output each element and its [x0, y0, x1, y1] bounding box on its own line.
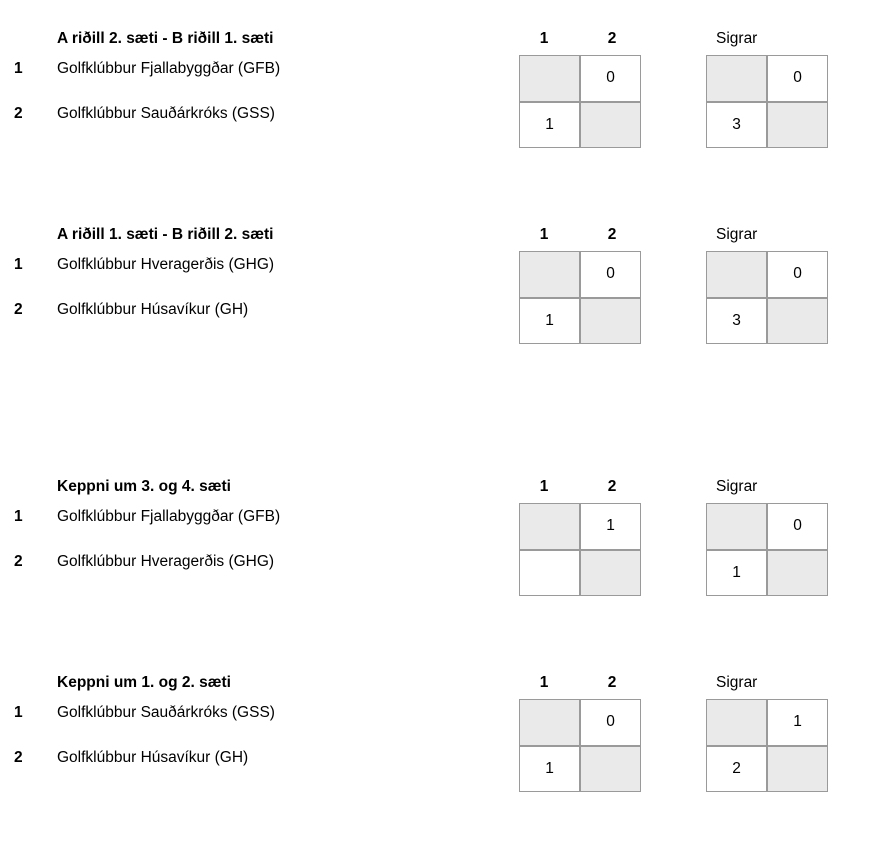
score-grid: [519, 251, 641, 344]
column-header-wins: Sigrar: [716, 674, 758, 691]
wins-cell: [767, 746, 828, 793]
wins-cell: 1: [767, 699, 828, 746]
column-header-2: 2: [607, 674, 617, 691]
score-cell: [519, 550, 580, 597]
match-title: Keppni um 1. og 2. sæti: [57, 674, 231, 691]
wins-cell: [767, 102, 828, 149]
column-header-2: 2: [607, 30, 617, 47]
wins-cell: [706, 55, 767, 102]
team-name: Golfklúbbur Fjallabyggðar (GFB): [57, 60, 281, 77]
match-title: Keppni um 3. og 4. sæti: [57, 478, 231, 495]
team-name: Golfklúbbur Fjallabyggðar (GFB): [57, 508, 281, 525]
wins-cell: 0: [767, 251, 828, 298]
score-cell: 1: [519, 298, 580, 345]
score-cell: [519, 699, 580, 746]
match-title: A riðill 1. sæti - B riðill 2. sæti: [57, 226, 274, 243]
wins-cell: 0: [767, 503, 828, 550]
column-header-2: 2: [607, 478, 617, 495]
wins-grid: [706, 699, 828, 792]
score-cell: [580, 550, 641, 597]
score-cell: 0: [580, 55, 641, 102]
team-seed: 2: [14, 553, 23, 570]
team-seed: 2: [14, 749, 23, 766]
score-cell: [580, 298, 641, 345]
column-header-1: 1: [539, 226, 549, 243]
score-cell: 0: [580, 699, 641, 746]
team-seed: 1: [14, 256, 23, 273]
match-block: [0, 226, 876, 346]
column-header-1: 1: [539, 674, 549, 691]
score-grid: [519, 503, 641, 596]
wins-cell: 3: [706, 298, 767, 345]
match-block: [0, 478, 876, 598]
team-seed: 1: [14, 704, 23, 721]
team-name: Golfklúbbur Sauðárkróks (GSS): [57, 704, 275, 721]
score-cell: [580, 746, 641, 793]
wins-cell: [767, 550, 828, 597]
score-cell: 1: [519, 746, 580, 793]
team-name: Golfklúbbur Húsavíkur (GH): [57, 749, 249, 766]
wins-cell: [706, 699, 767, 746]
column-header-wins: Sigrar: [716, 478, 758, 495]
score-cell: [519, 55, 580, 102]
wins-grid: [706, 55, 828, 148]
match-block: [0, 30, 876, 150]
wins-cell: 0: [767, 55, 828, 102]
score-cell: 0: [580, 251, 641, 298]
score-cell: 1: [519, 102, 580, 149]
wins-grid: [706, 503, 828, 596]
score-grid: [519, 699, 641, 792]
wins-cell: [767, 298, 828, 345]
team-seed: 1: [14, 60, 23, 77]
wins-cell: 2: [706, 746, 767, 793]
team-name: Golfklúbbur Húsavíkur (GH): [57, 301, 249, 318]
team-seed: 2: [14, 105, 23, 122]
team-name: Golfklúbbur Sauðárkróks (GSS): [57, 105, 275, 122]
wins-cell: 3: [706, 102, 767, 149]
score-cell: [519, 503, 580, 550]
wins-grid: [706, 251, 828, 344]
score-cell: [580, 102, 641, 149]
match-title: A riðill 2. sæti - B riðill 1. sæti: [57, 30, 274, 47]
wins-cell: 1: [706, 550, 767, 597]
team-name: Golfklúbbur Hveragerðis (GHG): [57, 256, 275, 273]
team-seed: 2: [14, 301, 23, 318]
score-grid: [519, 55, 641, 148]
column-header-1: 1: [539, 478, 549, 495]
score-cell: 1: [580, 503, 641, 550]
team-name: Golfklúbbur Hveragerðis (GHG): [57, 553, 275, 570]
wins-cell: [706, 251, 767, 298]
column-header-2: 2: [607, 226, 617, 243]
column-header-wins: Sigrar: [716, 30, 758, 47]
column-header-1: 1: [539, 30, 549, 47]
wins-cell: [706, 503, 767, 550]
match-block: [0, 674, 876, 794]
team-seed: 1: [14, 508, 23, 525]
score-cell: [519, 251, 580, 298]
column-header-wins: Sigrar: [716, 226, 758, 243]
